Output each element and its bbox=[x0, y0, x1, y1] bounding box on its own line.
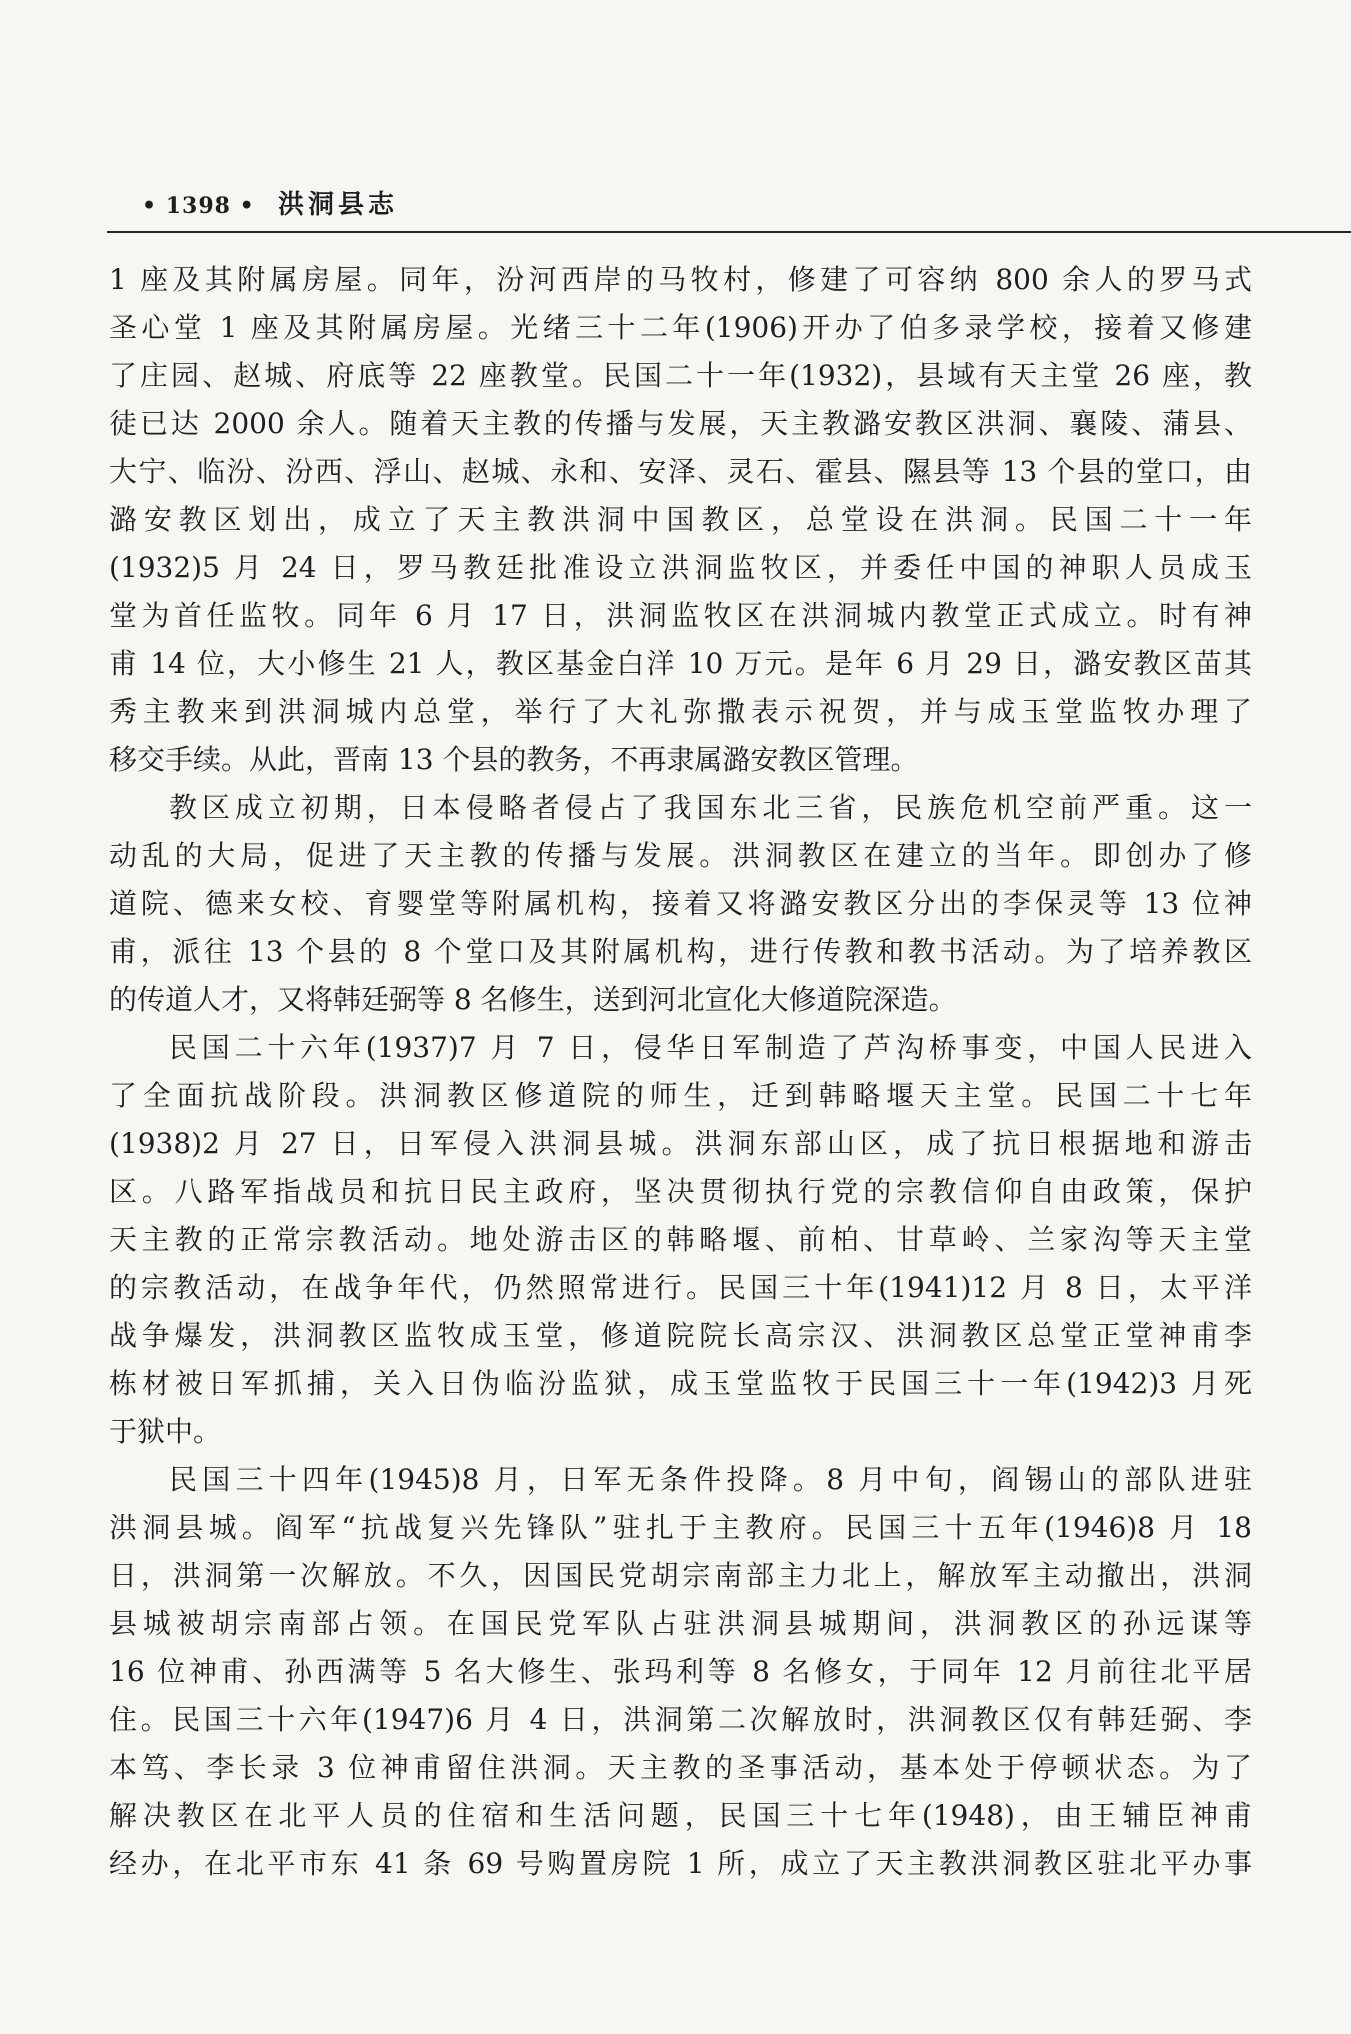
text-line: 潞安教区划出，成立了天主教洪洞中国教区，总堂设在洪洞。民国二十一年 bbox=[109, 503, 1252, 536]
page-number: • 1398 • bbox=[142, 193, 255, 219]
text-line: 堂为首任监牧。同年 6 月 17 日，洪洞监牧区在洪洞城内教堂正式成立。时有神 bbox=[109, 599, 1252, 632]
paragraph bbox=[109, 784, 1252, 1024]
text-line: 秀主教来到洪洞城内总堂，举行了大礼弥撒表示祝贺，并与成玉堂监牧办理了 bbox=[109, 695, 1252, 728]
text-line: 移交手续。从此，晋南 13 个县的教务，不再隶属潞安教区管理。 bbox=[109, 743, 919, 776]
text-line: 的传道人才，又将韩廷弼等 8 名修生，送到河北宣化大修道院深造。 bbox=[109, 983, 957, 1016]
text-line: 民国二十六年(1937)7 月 7 日，侵华日军制造了芦沟桥事变，中国人民进入 bbox=[169, 1031, 1252, 1064]
text-line: 天主教的正常宗教活动。地处游击区的韩略堰、前柏、甘草岭、兰家沟等天主堂 bbox=[109, 1223, 1252, 1256]
paragraph bbox=[109, 1456, 1252, 1888]
text-line: 栋材被日军抓捕，关入日伪临汾监狱，成玉堂监牧于民国三十一年(1942)3 月死 bbox=[109, 1367, 1252, 1400]
text-line: 甫 14 位，大小修生 21 人，教区基金白洋 10 万元。是年 6 月 29 日，潞安教区苗其 bbox=[109, 647, 1252, 680]
text-line: 解决教区在北平人员的住宿和生活问题，民国三十七年(1948)，由王辅臣神甫 bbox=[109, 1799, 1252, 1832]
text-line: 徒已达 2000 余人。随着天主教的传播与发展，天主教潞安教区洪洞、襄陵、蒲县、 bbox=[109, 407, 1252, 440]
text-line: 教区成立初期，日本侵略者侵占了我国东北三省，民族危机空前严重。这一 bbox=[169, 791, 1252, 824]
text-line: 日，洪洞第一次解放。不久，因国民党胡宗南部主力北上，解放军主动撤出，洪洞 bbox=[109, 1559, 1252, 1592]
text-line: 的宗教活动，在战争年代，仍然照常进行。民国三十年(1941)12 月 8 日，太平洋 bbox=[109, 1271, 1252, 1304]
text-line: 了全面抗战阶段。洪洞教区修道院的师生，迁到韩略堰天主堂。民国二十七年 bbox=[109, 1079, 1252, 1112]
text-line: 住。民国三十六年(1947)6 月 4 日，洪洞第二次解放时，洪洞教区仅有韩廷弼、李 bbox=[109, 1703, 1252, 1736]
text-line: (1938)2 月 27 日，日军侵入洪洞县城。洪洞东部山区，成了抗日根据地和游击 bbox=[109, 1127, 1252, 1160]
text-line: 经办，在北平市东 41 条 69 号购置房院 1 所，成立了天主教洪洞教区驻北平办事 bbox=[109, 1847, 1252, 1880]
text-line: 区。八路军指战员和抗日民主政府，坚决贯彻执行党的宗教信仰自由政策，保护 bbox=[109, 1175, 1252, 1208]
text-line: 战争爆发，洪洞教区监牧成玉堂，修道院院长高宗汉、洪洞教区总堂正堂神甫李 bbox=[109, 1319, 1252, 1352]
text-line: 了庄园、赵城、府底等 22 座教堂。民国二十一年(1932)，县域有天主堂 26 座，教 bbox=[109, 359, 1252, 392]
text-line: 大宁、临汾、汾西、浮山、赵城、永和、安泽、灵石、霍县、隰县等 13 个县的堂口，由 bbox=[109, 455, 1252, 488]
text-line: 于狱中。 bbox=[109, 1415, 222, 1448]
text-line: 民国三十四年(1945)8 月，日军无条件投降。8 月中旬，阎锡山的部队进驻 bbox=[169, 1463, 1252, 1496]
text-line: 洪洞县城。阎军“抗战复兴先锋队”驻扎于主教府。民国三十五年(1946)8 月 18 bbox=[109, 1511, 1252, 1544]
text-line: 甫，派往 13 个县的 8 个堂口及其附属机构，进行传教和教书活动。为了培养教区 bbox=[109, 935, 1252, 968]
book-title: 洪洞县志 bbox=[278, 190, 399, 220]
text-line: 16 位神甫、孙西满等 5 名大修生、张玛利等 8 名修女，于同年 12 月前往北平居 bbox=[109, 1655, 1252, 1688]
text-line: 1 座及其附属房屋。同年，汾河西岸的马牧村，修建了可容纳 800 余人的罗马式 bbox=[109, 263, 1252, 296]
text-line: (1932)5 月 24 日，罗马教廷批准设立洪洞监牧区，并委任中国的神职人员成玉 bbox=[109, 551, 1252, 584]
text-line: 圣心堂 1 座及其附属房屋。光绪三十二年(1906)开办了伯多录学校，接着又修建 bbox=[109, 311, 1252, 344]
paragraph bbox=[109, 1024, 1252, 1456]
body-text bbox=[109, 256, 1252, 1888]
text-line: 道院、德来女校、育婴堂等附属机构，接着又将潞安教区分出的李保灵等 13 位神 bbox=[109, 887, 1252, 920]
text-line: 县城被胡宗南部占领。在国民党军队占驻洪洞县城期间，洪洞教区的孙远谋等 bbox=[109, 1607, 1252, 1640]
paragraph bbox=[109, 256, 1252, 784]
header-rule bbox=[107, 231, 1351, 233]
running-header bbox=[0, 186, 1351, 226]
text-line: 动乱的大局，促进了天主教的传播与发展。洪洞教区在建立的当年。即创办了修 bbox=[109, 839, 1252, 872]
text-line: 本笃、李长录 3 位神甫留住洪洞。天主教的圣事活动，基本处于停顿状态。为了 bbox=[109, 1751, 1252, 1784]
